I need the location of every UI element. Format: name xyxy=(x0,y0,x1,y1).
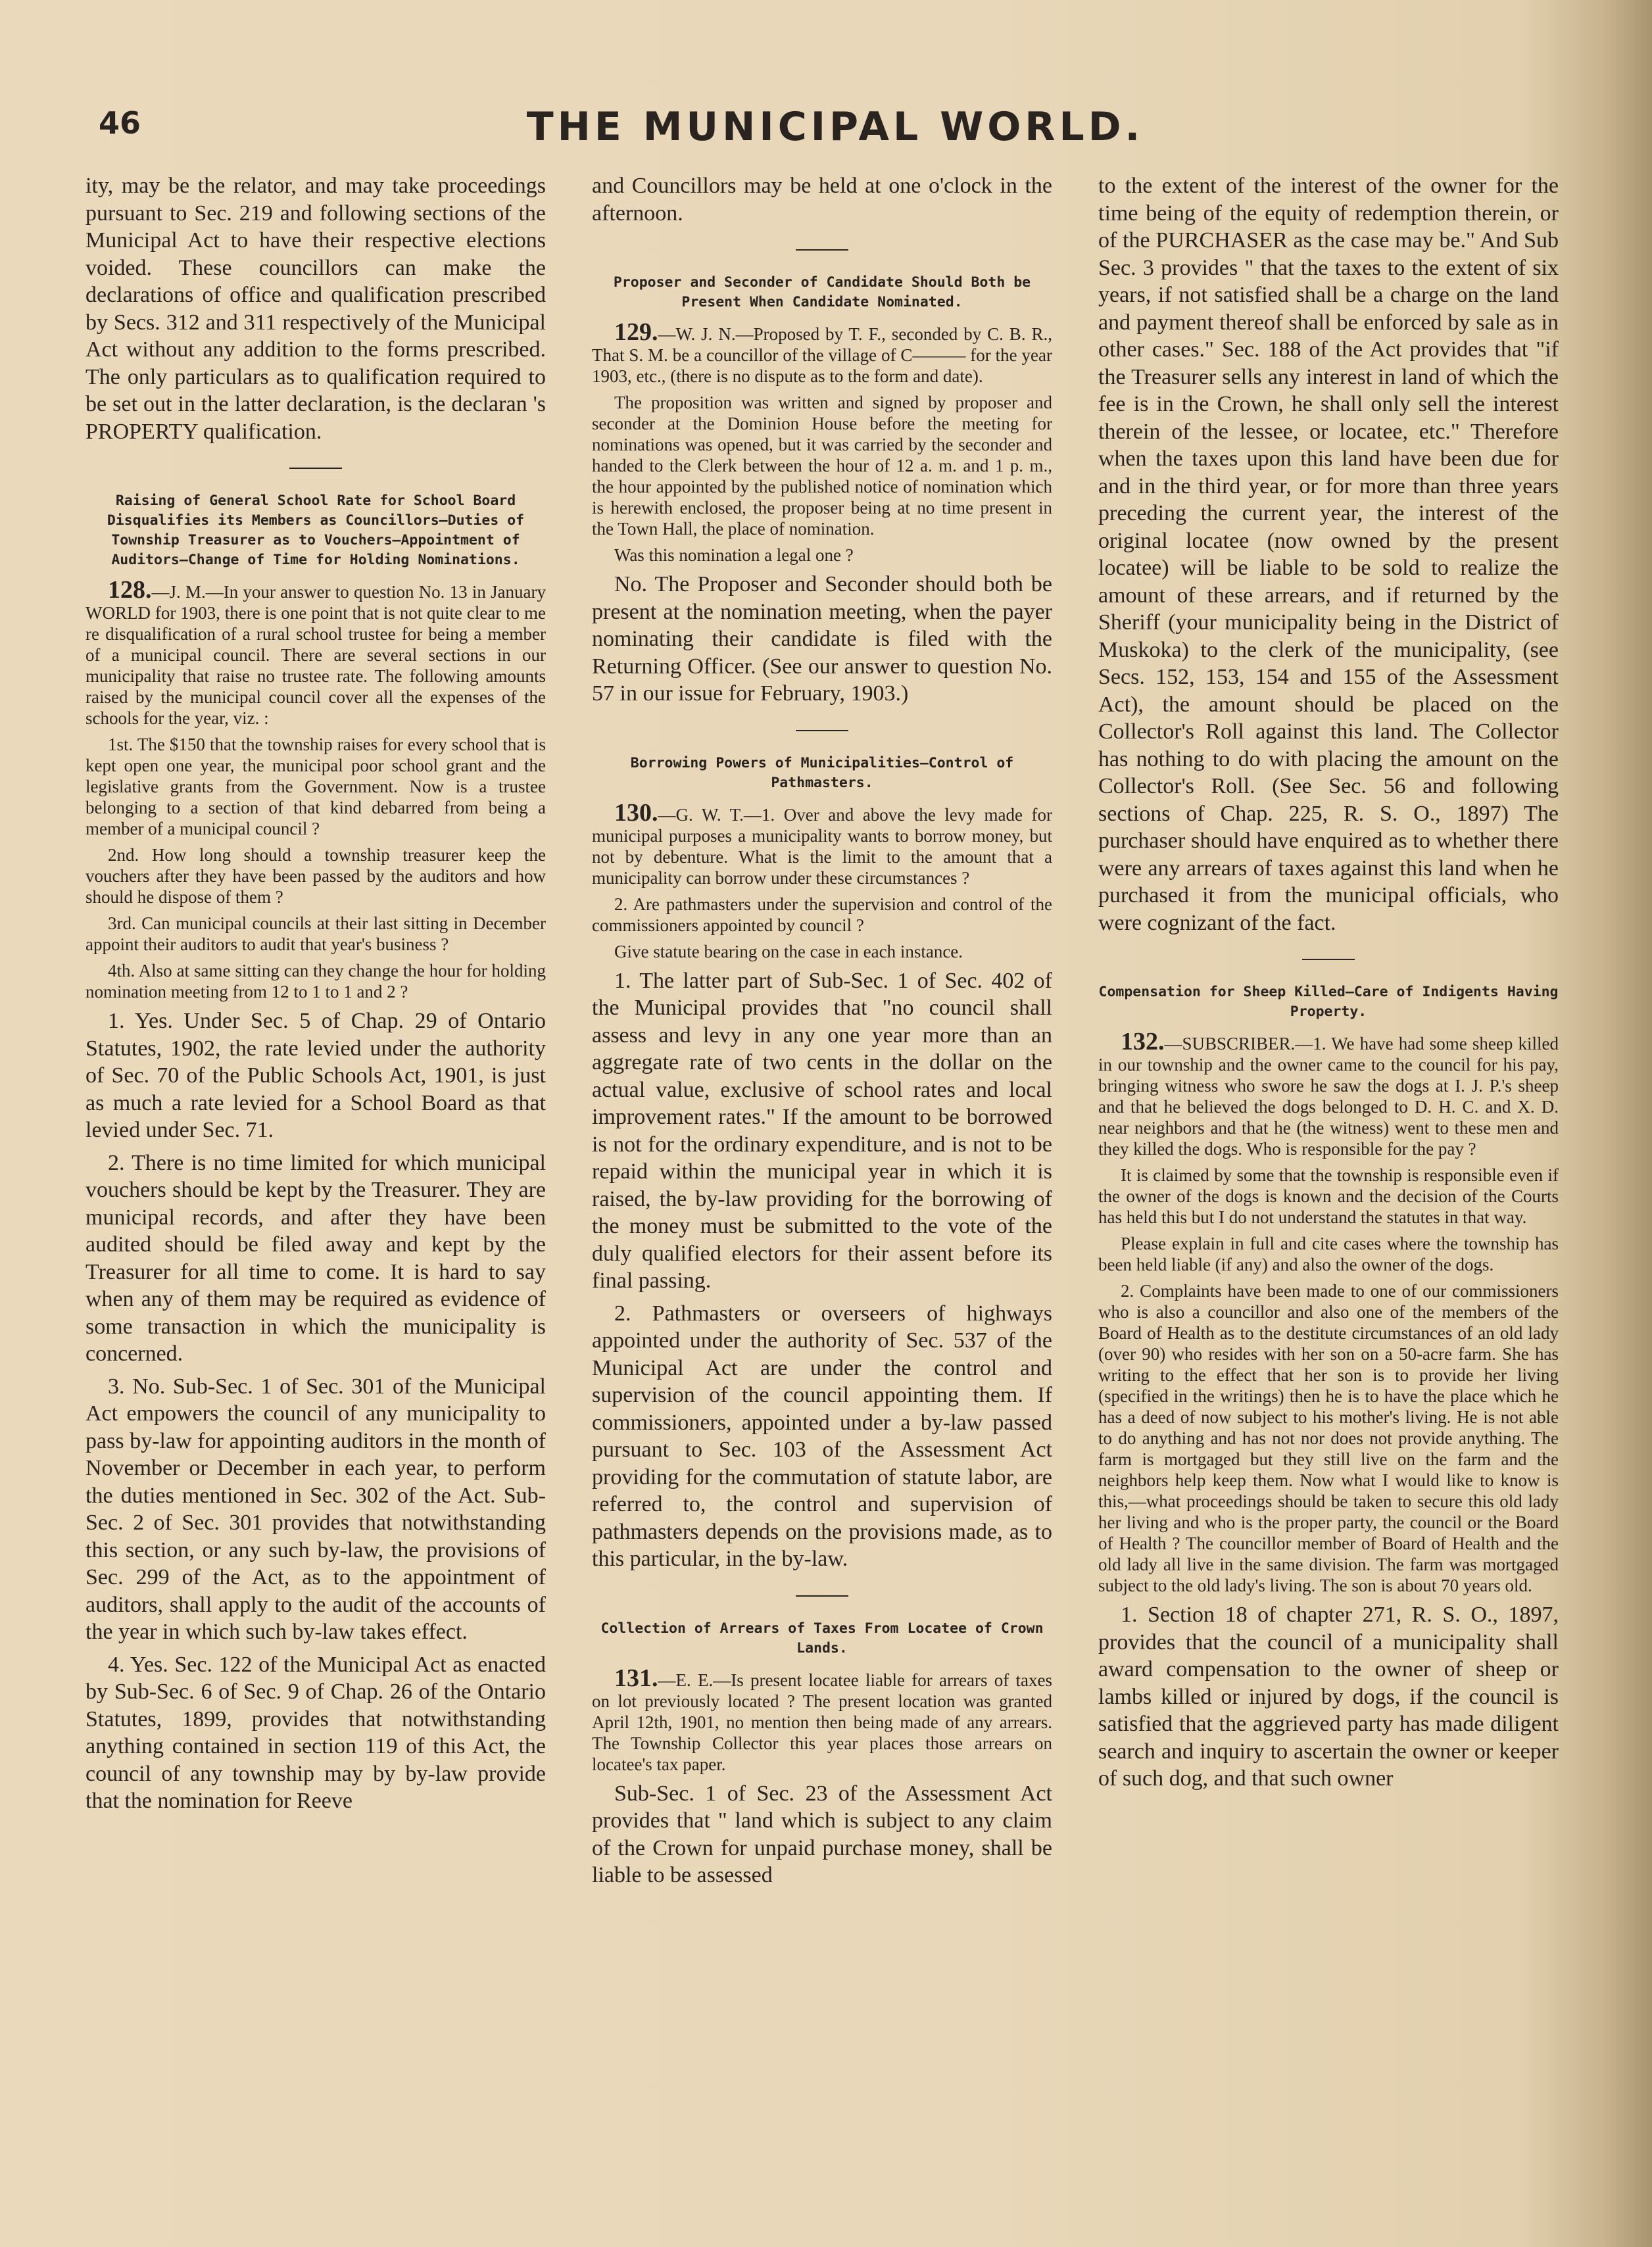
question-body: —SUBSCRIBER.—1. We have had some sheep killed in our township and the owner came to the council for his pay, bringing witness who swore he saw the dogs at I. J. P.'s sheep and that he believed the dogs belonged to D. H. C. and X. D. near neighbors and that he (the witness) went to these men and they killed the dogs. Who is responsible for the pay ? xyxy=(1098,1034,1559,1159)
question-number: 128. xyxy=(108,576,152,604)
question-heading: Compensation for Sheep Killed—Care of Indigents Having Property. xyxy=(1098,984,1559,1020)
column-3 xyxy=(1098,172,1559,2217)
question-text: 3rd. Can municipal councils at their last sitting in December appoint their auditors to audit that year's business ? xyxy=(85,913,546,954)
question-number: 129. xyxy=(614,318,658,346)
divider-rule xyxy=(1302,959,1355,960)
question-heading: Raising of General School Rate for School Board Disqualifies its Members as Councillors—Duties of Township Treasurer as to Vouchers—Appointment of Auditors—Change of Time for Holding Nominations. xyxy=(107,493,525,568)
answer-text: No. The Proposer and Seconder should both be present at the nomination meeting, when the payer nominating their candidate is filed with the Returning Officer. (See our answer to question No. 57 in our issue for February, 1903.) xyxy=(592,572,1052,706)
answer-text: 1. The latter part of Sub-Sec. 1 of Sec. 402 of the Municipal provides that "no council shall assess and levy in any one year more than an aggregate rate of two cents in the dollar on the actual value, exclusive of school rates and local improvement rates." If the amount to be borrowed is not for the ordinary expenditure, and is not to be repaid within the municipal year in which it is raised, the by-law providing for the borrowing of the money must be submitted to the vote of the duly qualified electors for their assent before its final passing. xyxy=(592,968,1052,1293)
question-heading: Proposer and Seconder of Candidate Should Both be Present When Candidate Nominated. xyxy=(613,274,1031,310)
question-text xyxy=(85,576,546,729)
answer-text: 1. Section 18 of chapter 271, R. S. O., 1897, provides that the council of a municipality shall award compensation to the owner of sheep or lambs killed or injured by dogs, if the council is satisfied that the aggrieved party has made diligent search and inquiry to ascertain the owner or keeper of such dog, and that such owner xyxy=(1098,1603,1559,1791)
page-header xyxy=(85,99,1585,158)
divider-rule xyxy=(796,249,848,251)
question-number: 132. xyxy=(1121,1028,1165,1055)
question-text: Was this nomination a legal one ? xyxy=(614,545,854,565)
answer-text: 3. No. Sub-Sec. 1 of Sec. 301 of the Municipal Act empowers the council of any municipality to pass by-law for appointing auditors in the month of November or December in each year, to perform the duties mentioned in Sec. 302 of the Act. Sub-Sec. 2 of Sec. 301 provides that notwithstanding this section, or any such by-law, the provisions of Sec. 299 of the Act, as to the appointment of auditors, shall apply to the audit of the accounts of the year in which such by-law takes effect. xyxy=(85,1374,546,1644)
paragraph: ity, may be the relator, and may take proceedings pursuant to Sec. 219 and following sections of the Municipal Act to have their respective elections voided. These councillors can make the declarations of office and qualification prescribed by Secs. 312 and 311 respectively of the Municipal Act without any addition to the forms prescribed. The only particulars as to qualification required to be set out in the latter declaration, is the declaran 's PROPERTY qualification. xyxy=(85,174,546,444)
divider-rule xyxy=(796,730,848,731)
article-columns xyxy=(85,172,1585,2217)
question-text: 2. Complaints have been made to one of our commissioners who is also a councillor and also one of the members of the Board of Health as to the destitute circumstances of an old lady (over 90) who resides with her son on a 50-acre farm. She has writing to the effect that her son is to provide her living (specified in the writings) then he is to have the place which he has a deed of now subject to his mother's living. He is not able to do anything and has not nor does not provide anything. The farm is mortgaged but they still live on the farm and the neighbors help keep them. Now what I would like to know is this,—what proceedings should be taken to secure this old lady her living and who is the proper party, the council or the Board of Health ? The councillor member of Board of Health and the old lady all live in the same division. The farm was mortgaged subject to the old lady's living. The son is about 70 years old. xyxy=(1098,1281,1559,1595)
question-number: 130. xyxy=(614,798,658,827)
answer-text: 2. There is no time limited for which municipal vouchers should be kept by the Treasurer. They are municipal records, and after they have been audited should be filed away and kept by the Treasurer for all time to come. It is hard to say when any of them may be required as evidence of some transaction in which the municipality is concerned. xyxy=(85,1150,546,1366)
page-number: 46 xyxy=(99,105,141,141)
question-text: It is claimed by some that the township is responsible even if the owner of the dogs is known and the decision of the Courts has held this but I do not understand the statutes in that way. xyxy=(1098,1165,1559,1227)
question-text: 2. Are pathmasters under the supervision and control of the commissioners appointed by council ? xyxy=(592,894,1052,935)
question-text xyxy=(592,1664,1052,1775)
column-1 xyxy=(85,172,546,2217)
divider-rule xyxy=(289,468,342,469)
paragraph: to the extent of the interest of the owner for the time being of the equity of redemption therein, or of the PURCHASER as the case may be." And Sub Sec. 3 provides " that the taxes to the extent of six years, if not satisfied shall be a charge on the land and payment thereof shall be enforced by sale as in other cases." Sec. 188 of the Act provides that "if the Treasurer sells any interest in land of which the fee is in the Crown, he shall only sell the interest therein of the lessee, or locatee, etc." Therefore when the taxes upon this land have been due for and in the third year, or for more than three years preceding the current year, the interest of the original locatee (now owned by the present locatee) will be liable to be sold to realize the amount of these arrears, and if returned by the Sheriff (your municipality being in the District of Muskoka) to the clerk of the municipality, (see Secs. 152, 153, 154 and 155 of the Assessment Act), the amount should be placed on the Collector's Roll against this land. The Collector has nothing to do with placing the amount on the Collector's Roll. (See Sec. 56 and following sections of Chap. 225, R. S. O., 1897) The purchaser should have enquired as to whether there were any arrears of taxes against this land when he purchased it from the municipal officials, who were cognizant of the fact. xyxy=(1098,174,1559,935)
question-body: —J. M.—In your answer to question No. 13 in January WORLD for 1903, there is one point that is not quite clear to me re disqualification of a rural school trustee for being a member of a municipal council. There are several sections in our municipality that raise no trustee rate. The following amounts raised by the municipal council cover all the expenses of the schools for the year, viz. : xyxy=(85,582,546,728)
question-heading: Borrowing Powers of Municipalities—Control of Pathmasters. xyxy=(630,754,1014,791)
answer-text: 2. Pathmasters or overseers of highways appointed under the authority of Sec. 537 of the Municipal Act are under the control and supervision of the council appointing them. If commissioners, appointed under a by-law passed pursuant to Sec. 103 of the Assessment Act providing for the commutation of statute labor, are referred to, the control and supervision of pathmasters depends on the provisions made, as to this particular, in the by-law. xyxy=(592,1301,1052,1571)
answer-text: Sub-Sec. 1 of Sec. 23 of the Assessment Act provides that " land which is subject to any claim of the Crown for unpaid purchase money, shall be liable to be assessed xyxy=(592,1781,1052,1887)
divider-rule xyxy=(796,1595,848,1597)
question-text: Give statute bearing on the case in each instance. xyxy=(614,941,963,961)
answer-text: 4. Yes. Sec. 122 of the Municipal Act as enacted by Sub-Sec. 6 of Sec. 9 of Chap. 26 of the Ontario Statutes, 1899, provides that notwithstanding anything contained in section 119 of this Act, the council of any township may by by-law provide that the nomination for Reeve xyxy=(85,1652,546,1813)
column-2 xyxy=(592,172,1052,2217)
question-heading: Collection of Arrears of Taxes From Locatee of Crown Lands. xyxy=(600,1620,1044,1656)
masthead-title: THE MUNICIPAL WORLD. xyxy=(526,104,1144,150)
question-text: Please explain in full and cite cases where the township has been held liable (if any) and also the owner of the dogs. xyxy=(1098,1234,1559,1274)
question-body: —W. J. N.—Proposed by T. F., seconded by C. B. R., That S. M. be a councillor of the village of C——— for the year 1903, etc., (there is no dispute as to the form and date). xyxy=(592,324,1052,386)
question-body: —E. E.—Is present locatee liable for arrears of taxes on lot previously located ? The present location was granted April 12th, 1901, no mention then being made of any arrears. The Township Collector this year places those arrears on locatee's tax paper. xyxy=(592,1670,1052,1774)
question-text: 1st. The $150 that the township raises for every school that is kept open one year, the municipal poor school grant and the legislative grants from the Government. Now is a trustee belonging to a section of that kind debarred from being a member of a municipal council ? xyxy=(85,735,546,838)
question-body: —G. W. T.—1. Over and above the levy made for municipal purposes a municipality wants to borrow money, but not by debenture. What is the limit to the amount that a municipality can borrow under these circumstances ? xyxy=(592,804,1052,888)
paragraph: and Councillors may be held at one o'clock in the afternoon. xyxy=(592,174,1052,226)
question-number: 131. xyxy=(614,1664,658,1692)
question-text: The proposition was written and signed by proposer and seconder at the Dominion House before the meeting for nominations was opened, but it was carried by the seconder and handed to the Clerk between the hour of 12 a. m. and 1 p. m., the hour appointed by the published notice of nomination which is herewith enclosed, the proposer being at no time present in the Town Hall, the place of nomination. xyxy=(592,393,1052,539)
question-text: 2nd. How long should a township treasurer keep the vouchers after they have been passed by the auditors and how should he dispose of them ? xyxy=(85,845,546,907)
answer-text: 1. Yes. Under Sec. 5 of Chap. 29 of Ontario Statutes, 1902, the rate levied under the authority of Sec. 70 of the Public Schools Act, 1901, is just as much a rate levied for a School Board as that levied under Sec. 71. xyxy=(85,1009,546,1142)
question-text xyxy=(1098,1028,1559,1159)
question-text xyxy=(592,798,1052,888)
question-text xyxy=(592,318,1052,387)
question-text: 4th. Also at same sitting can they change the hour for holding nomination meeting from 12 to 1 to 1 and 2 ? xyxy=(85,961,546,1002)
